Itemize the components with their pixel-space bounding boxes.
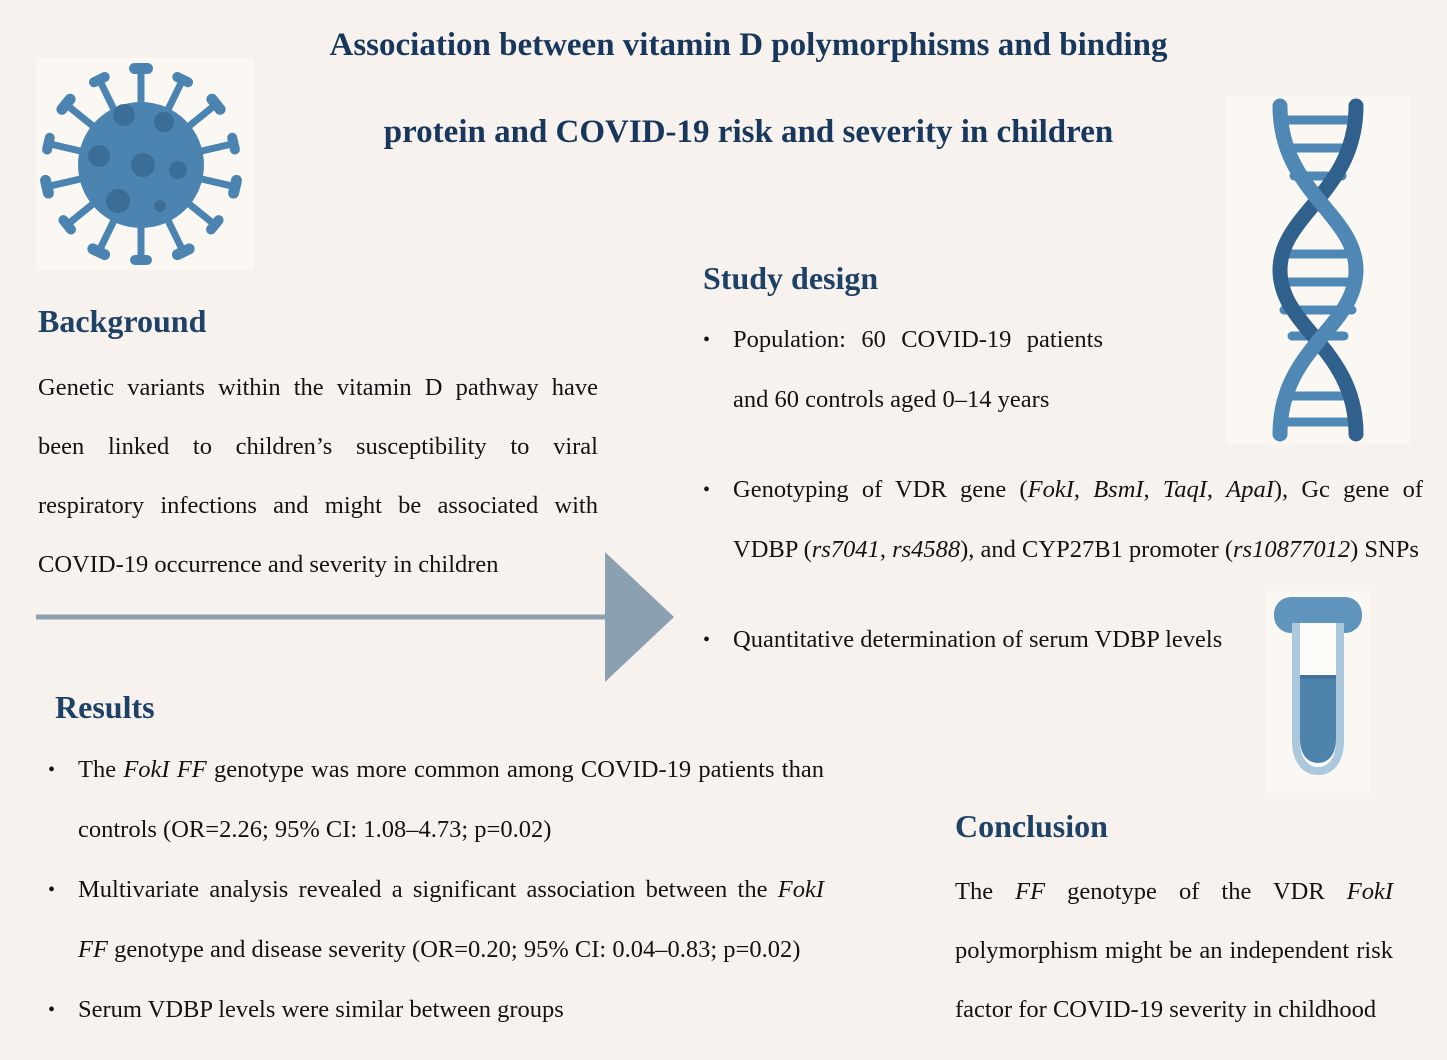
results-bullet-list [48,740,824,1040]
bullet-icon: • [48,759,56,781]
arrow-head [605,552,674,682]
test-tube-icon [1266,591,1370,793]
title-line-1: Association between vitamin D polymorphisms and binding [329,27,1168,63]
results-bullet-2 [48,860,824,980]
results-heading: Results [55,689,155,725]
background-body: Genetic variants within the vitamin D pathway have been linked to children’s susceptibility to viral respiratory infections and might be associated with COVID-19 occurrence and severity in children [38,374,598,578]
study-design-bullet-1 [703,310,1103,430]
right-arrow-icon [28,549,676,689]
dna-icon [1226,96,1410,444]
bullet-icon: • [48,879,56,901]
virus-icon [36,58,254,270]
bullet-icon: • [703,479,711,501]
bullet-text: Quantitative determination of serum VDBP levels [733,626,1223,653]
study-design-heading: Study design [703,260,879,296]
bullet-text: Multivariate analysis revealed a significant association between the FokI FF genotype and disease severity (OR=0.20; 95% CI: 0.04–0.83; p=0.02) [78,876,824,963]
test-tube-graphic [1266,591,1370,793]
title-line-2: protein and COVID-19 risk and severity in children [383,114,1114,150]
conclusion-heading: Conclusion [955,808,1108,844]
bullet-icon: • [703,329,711,351]
results-bullet-3 [48,980,824,1040]
bullet-icon: • [48,999,56,1021]
tube-liquid [1300,675,1336,763]
bullet-text: Genotyping of VDR gene (FokI, BsmI, TaqI, ApaI), Gc gene of VDBP (rs7041, rs4588), and CYP27B1 promoter (rs10877012) SNPs [733,476,1423,563]
study-design-bullet-2 [703,460,1425,580]
bullet-text: Serum VDBP levels were similar between groups [78,996,564,1023]
bullet-text: Population: 60 COVID-19 patients and 60 controls aged 0–14 years [733,326,1103,413]
results-bullet-1 [48,740,824,860]
bullet-text: The FokI FF genotype was more common among COVID-19 patients than controls (OR=2.26; 95% CI: 1.08–4.73; p=0.02) [78,756,824,843]
background-heading: Background [38,303,207,339]
coronavirus-icon [36,58,254,270]
bullet-icon: • [703,629,711,651]
conclusion-body: The FF genotype of the VDR FokI polymorphism might be an independent risk factor for COVID-19 severity in childhood [955,878,1393,1023]
flow-arrow [28,549,676,689]
tube-liquid-surface [1300,675,1336,679]
dna-double-helix-icon [1226,96,1410,444]
